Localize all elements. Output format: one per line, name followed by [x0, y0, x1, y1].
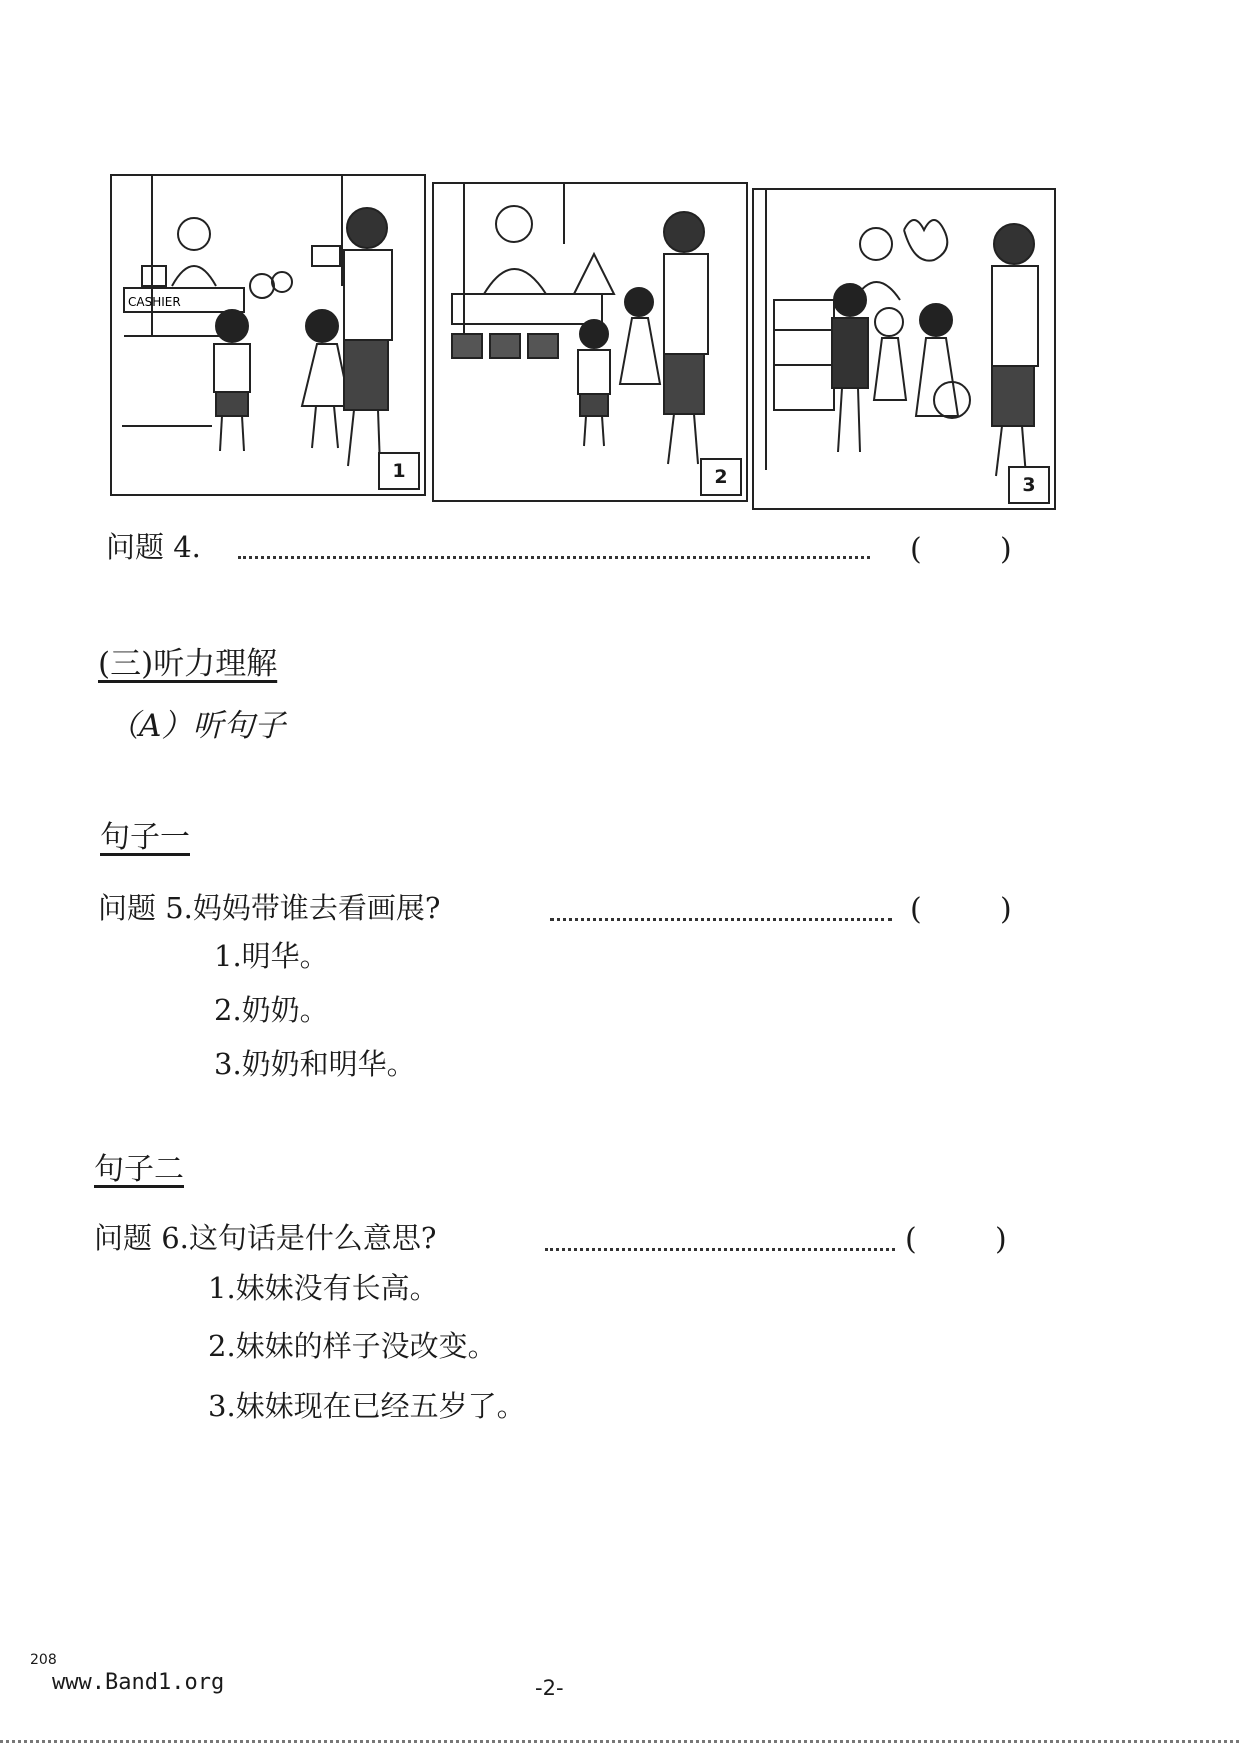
cashier-sign-text: CASHIER	[128, 295, 181, 309]
footer-number: 208	[30, 1652, 57, 1668]
answer-bracket-open: (	[905, 1222, 917, 1257]
page-number: -2-	[535, 1676, 564, 1700]
question-6-text: 问题 6.这句话是什么意思?	[94, 1221, 437, 1255]
picture-panel-1	[110, 174, 426, 496]
question-4-label: 问题 4.	[106, 530, 201, 564]
picture-panel-2	[432, 182, 748, 502]
cashier-scene-illustration	[112, 176, 424, 494]
panel-number: 1	[378, 452, 420, 490]
section-subtitle: （A）听句子	[108, 708, 286, 744]
scan-edge-dots	[0, 1740, 1239, 1743]
answer-bracket-open: (	[910, 892, 922, 927]
section-title: (三)听力理解	[98, 646, 278, 682]
question-6-option: 1.妹妹没有长高。	[208, 1271, 439, 1305]
question-5-text: 问题 5.妈妈带谁去看画展?	[98, 891, 441, 925]
panel-number: 2	[700, 458, 742, 496]
answer-leader-dots	[238, 556, 870, 559]
question-5-option: 1.明华。	[214, 939, 329, 973]
picture-panel-3	[752, 188, 1056, 510]
panel-number: 3	[1008, 466, 1050, 504]
sentence-1-label: 句子一	[100, 820, 190, 855]
bakery-shop-illustration	[754, 190, 1054, 508]
answer-bracket-close: )	[1000, 532, 1012, 567]
answer-bracket-close: )	[995, 1222, 1007, 1257]
answer-bracket-open: (	[910, 532, 922, 567]
answer-leader-dots	[550, 918, 892, 921]
question-6-option: 3.妹妹现在已经五岁了。	[208, 1389, 526, 1423]
question-5-option: 2.奶奶。	[214, 993, 329, 1027]
answer-bracket-close: )	[1000, 892, 1012, 927]
answer-leader-dots	[545, 1248, 895, 1251]
question-5-option: 3.奶奶和明华。	[214, 1047, 416, 1081]
market-stall-illustration	[434, 184, 746, 500]
sentence-2-label: 句子二	[94, 1152, 184, 1187]
question-6-option: 2.妹妹的样子没改变。	[208, 1329, 497, 1363]
footer-website: www.Band1.org	[52, 1670, 225, 1695]
